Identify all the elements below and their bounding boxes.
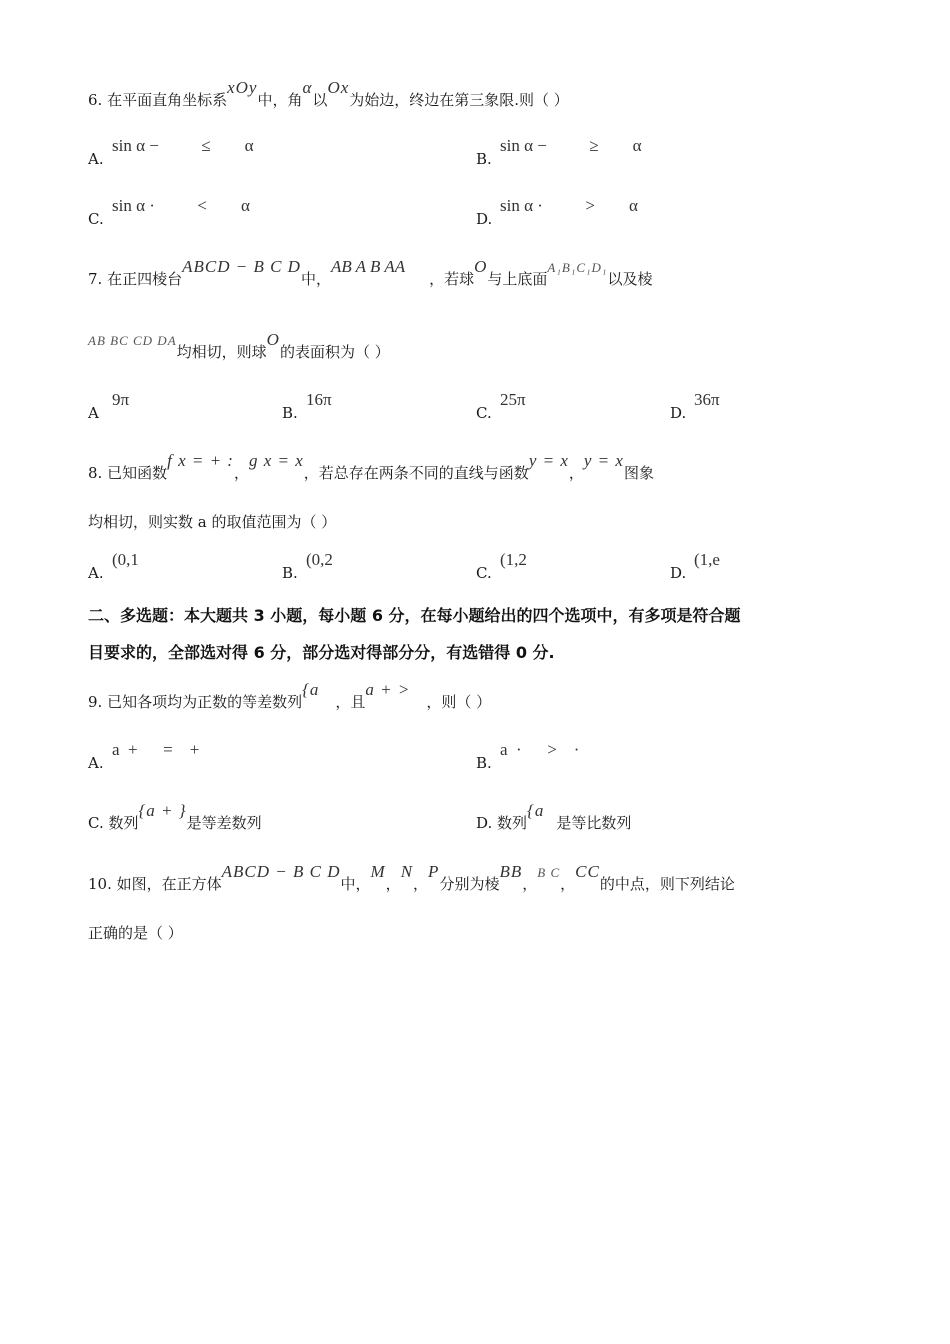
q9-option-c: C. 数列{a + }是等差数列 xyxy=(88,801,262,832)
q6-stem: 6. 在平面直角坐标系xOy中，角α以Ox为始边，终边在第三象限.则（ ） xyxy=(88,78,569,109)
q8-stem-line2: 均相切，则实数 a 的取值范围为（ ） xyxy=(88,513,337,531)
section-2-heading-line2: 目要求的，全部选对得 6 分，部分选对得部分分，有选错得 0 分. xyxy=(88,643,555,662)
q8-stem: 8. 已知函数f x = + :，g x = x，若总存在两条不同的直线与函数y = x，y = x图象 xyxy=(88,451,654,482)
q10-stem-line2: 正确的是（ ） xyxy=(88,924,183,942)
q7-stem: 7. 在正四棱台ABCD − B C D中，AB A B AA，若球O与上底面A₁B₁C₁D₁以及棱 xyxy=(88,257,653,288)
section-2-heading-line1: 二、多选题：本大题共 3 小题，每小题 6 分，在每小题给出的四个选项中，有多项是符合题 xyxy=(88,606,741,625)
q10-stem: 10. 如图，在正方体ABCD − B C D中，M，N，P分别为棱BB，B C，CC的中点，则下列结论 xyxy=(88,862,735,893)
q7-stem-line2: AB BC CD DA均相切，则球O的表面积为（ ） xyxy=(88,330,390,361)
q9-stem: 9. 已知各项均为正数的等差数列{a，且a + >，则（ ） xyxy=(88,680,492,711)
q9-option-d: D. 数列{a是等比数列 xyxy=(476,801,632,832)
